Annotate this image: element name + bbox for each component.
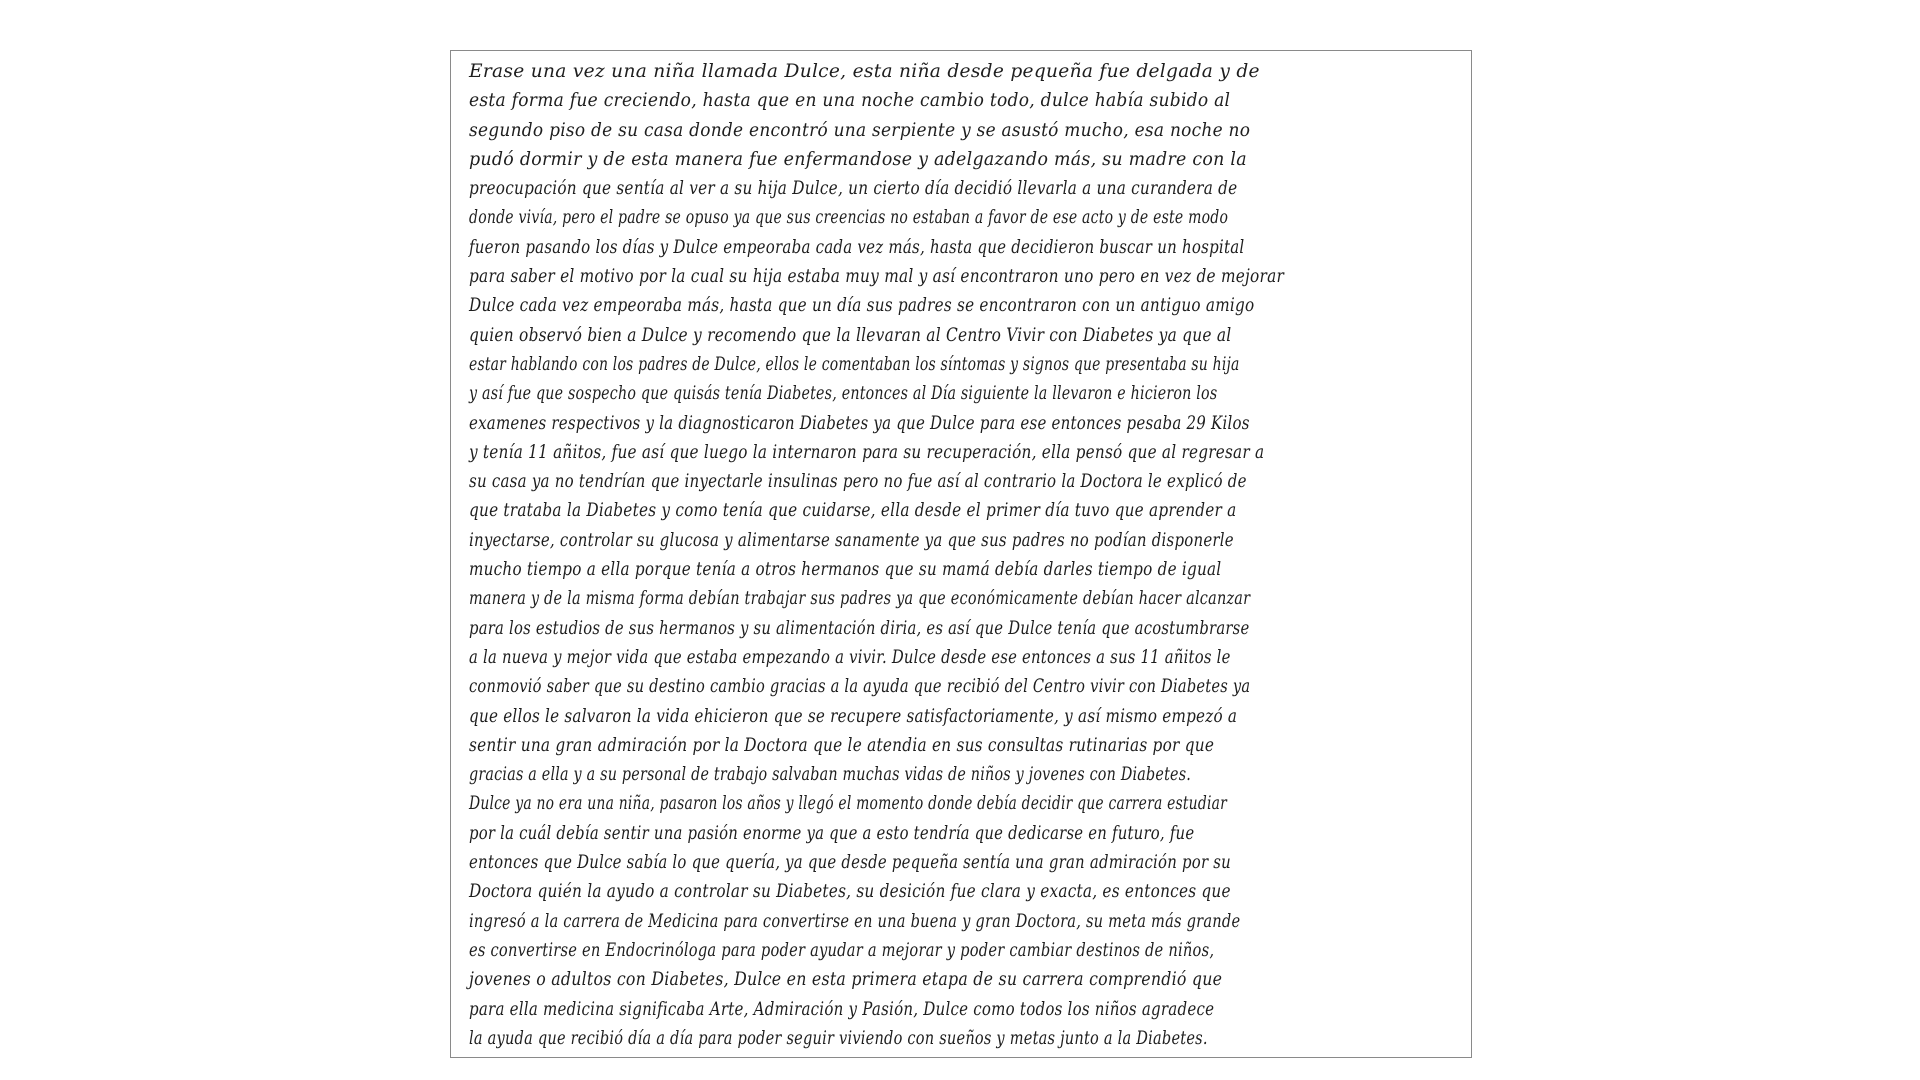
text-line: y tenía 11 añitos, fue así que luego la internaron para su recuperación, ella pensó que al regresar a	[469, 440, 1265, 463]
text-line: jovenes o adultos con Diabetes, Dulce en esta primera etapa de su carrera comprendió que	[469, 968, 1223, 991]
text-line: Doctora quién la ayudo a controlar su Diabetes, su desición fue clara y exacta, es entonces que	[469, 880, 1231, 903]
text-line: para saber el motivo por la cual su hija estaba muy mal y así encontraron uno pero en vez de mejorar	[469, 265, 1285, 288]
text-line: inyectarse, controlar su glucosa y alimentarse sanamente ya que sus padres no podían disponerle	[469, 528, 1234, 551]
text-line: sentir una gran admiración por la Doctora que le atendia en sus consultas rutinarias por que	[469, 733, 1215, 756]
text-line: que ellos le salvaron la vida ehicieron que se recupere satisfactoriamente, y así mismo empezó a	[469, 704, 1238, 727]
text-line: estar hablando con los padres de Dulce, ellos le comentaban los síntomas y signos que presentaba su hija	[469, 352, 1240, 375]
text-line: preocupación que sentía al ver a su hija Dulce, un cierto día decidió llevarla a una curandera de	[469, 177, 1238, 200]
text-line: esta forma fue creciendo, hasta que en una noche cambio todo, dulce había subido al	[469, 89, 1231, 112]
text-line: donde vivía, pero el padre se opuso ya que sus creencias no estaban a favor de ese acto y de este modo	[469, 206, 1229, 229]
text-line: y así fue que sospecho que quisás tenía Diabetes, entonces al Día siguiente la llevaron e hicieron los	[469, 382, 1218, 405]
text-line: su casa ya no tendrían que inyectarle insulinas pero no fue así al contrario la Doctora le explicó de	[469, 470, 1247, 493]
handwritten-story-text	[469, 57, 1469, 1053]
text-line: Dulce ya no era una niña, pasaron los años y llegó el momento donde debía decidir que carrera estudiar	[469, 792, 1227, 815]
text-line: Erase una vez una niña llamada Dulce, esta niña desde pequeña fue delgada y de	[469, 60, 1260, 82]
text-line: quien observó bien a Dulce y recomendo que la llevaran al Centro Vivir con Diabetes ya que al	[469, 323, 1232, 346]
text-line: Dulce cada vez empeoraba más, hasta que un día sus padres se encontraron con un antiguo amigo	[469, 294, 1255, 317]
text-line: entonces que Dulce sabía lo que quería, ya que desde pequeña sentía una gran admiración por su	[469, 851, 1231, 874]
text-line: ingresó a la carrera de Medicina para convertirse en una buena y gran Doctora, su meta más grande	[469, 909, 1241, 932]
text-line: segundo piso de su casa donde encontró una serpiente y se asustó mucho, esa noche no	[469, 118, 1251, 141]
text-line: a la nueva y mejor vida que estaba empezando a vivir. Dulce desde ese entonces a sus 11 añitos le	[469, 645, 1231, 668]
text-line: para los estudios de sus hermanos y su alimentación diria, es así que Dulce tenía que acostumbrarse	[469, 616, 1250, 639]
handwritten-page	[450, 50, 1472, 1058]
text-line: fueron pasando los días y Dulce empeoraba cada vez más, hasta que decidieron buscar un hospital	[469, 235, 1245, 258]
text-line: que trataba la Diabetes y como tenía que cuidarse, ella desde el primer día tuvo que aprender a	[469, 499, 1237, 522]
text-line: la ayuda que recibió día a día para poder seguir viviendo con sueños y metas junto a la Diabetes.	[469, 1026, 1208, 1049]
text-line: mucho tiempo a ella porque tenía a otros hermanos que su mamá debía darles tiempo de igual	[469, 558, 1222, 581]
text-line: es convertirse en Endocrinóloga para poder ayudar a mejorar y poder cambiar destinos de niños,	[469, 938, 1215, 961]
text-line: conmovió saber que su destino cambio gracias a la ayuda que recibió del Centro vivir con Diabetes ya	[469, 675, 1251, 698]
text-line: para ella medicina significaba Arte, Admiración y Pasión, Dulce como todos los niños agradece	[469, 997, 1215, 1020]
text-line: pudó dormir y de esta manera fue enfermandose y adelgazando más, su madre con la	[469, 147, 1247, 170]
text-line: manera y de la misma forma debían trabajar sus padres ya que económicamente debían hacer alcanzar	[469, 587, 1251, 610]
text-line: gracias a ella y a su personal de trabajo salvaban muchas vidas de niños y jovenes con Diabetes.	[469, 763, 1192, 786]
text-line: por la cuál debía sentir una pasión enorme ya que a esto tendría que dedicarse en futuro, fue	[469, 821, 1195, 844]
text-line: examenes respectivos y la diagnosticaron Diabetes ya que Dulce para ese entonces pesaba 29 Kilos	[469, 411, 1250, 434]
